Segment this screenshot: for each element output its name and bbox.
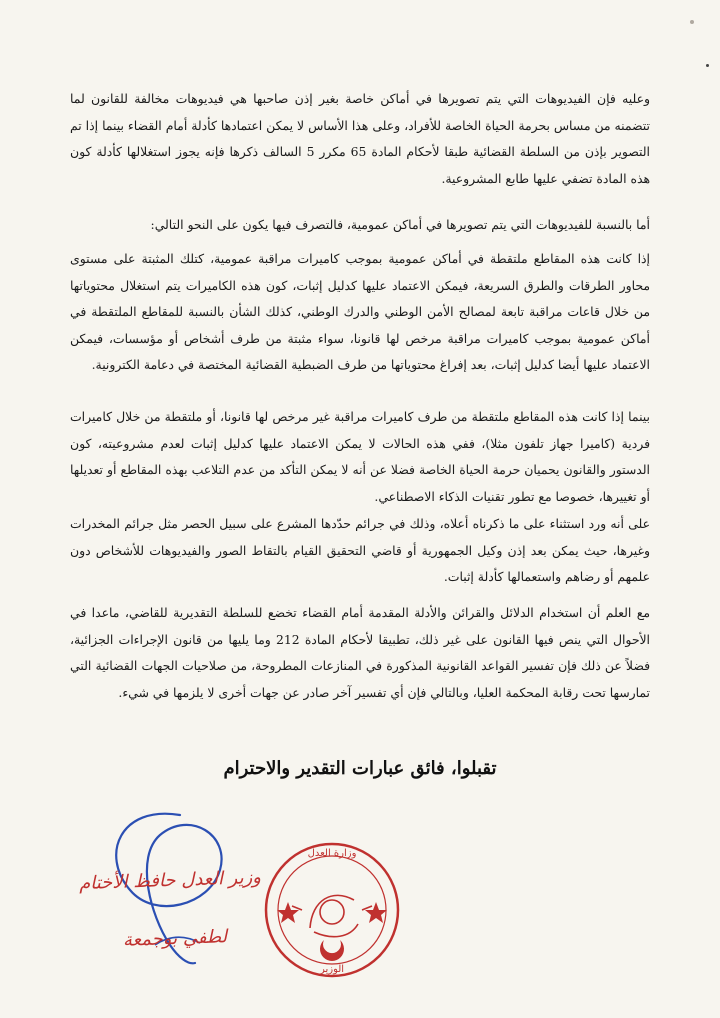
paragraph-unlicensed-cameras [70,404,650,510]
paragraph-judicial-discretion [70,600,650,706]
closing-salutation: تقبلوا، فائق عبارات التقدير والاحترام [223,758,497,779]
paragraph-private-videos [70,86,650,192]
paragraph-public-intro [70,212,650,239]
star-icon [277,902,299,923]
signature-title: وزير العدل حافظ الأختام [78,866,262,895]
paper-speck [706,64,709,67]
seal-emblem [292,895,372,936]
signature-name: لطفي بوجمعة [122,926,228,951]
paragraph-text: أما بالنسبة للفيديوهات التي يتم تصويرها في أماكن عمومية، فالتصرف فيها يكون على النحو التالي: [150,217,650,232]
paragraph-text: مع العلم أن استخدام الدلائل والقرائن والأدلة المقدمة أمام القضاء تخضع للسلطة التقديرية للقاضي، ماعدا في الأحوال التي ينص فيها القانون على غير ذلك، تطبيقا لأحكام المادة 212 وما يليها من قانون الإجراءات الجزائية، فضلاً عن ذلك فإن تفسير القواعد القانونية المذكورة في المنازعات المطروحة، من صلاحيات الجهات القضائية التي تمارسها تحت رقابة المحكمة العليا، وبالتالي فإن أي تفسير آخر صادر عن جهات أخرى لا يلزمها في شيء. [70,605,650,700]
paragraph-text: بينما إذا كانت هذه المقاطع ملتقطة من طرف كاميرات مراقبة غير مرخص لها قانونا، أو ملتقطة من خلال كاميرات فردية (كاميرا جهاز تلفون مثلا)، ففي هذه الحالات لا يمكن الاعتماد عليها كدليل إثبات لعدم مشروعيته، كون الدستور والقانون يحميان حرمة الحياة الخاصة فضلا عن أنه لا يمكن التأكد من عدم التلاعب بهذه المقاطع أو تعديلها أو تغييرها، خصوصا مع تطور تقنيات الذكاء الاصطناعي. [70,409,650,504]
official-seal [262,840,402,980]
star-icon [365,902,387,923]
seal-bottom-text: الوزير [319,964,345,975]
paragraph-exception [70,511,650,591]
crescent-icon [320,940,344,961]
seal-top-text: وزارة العدل [307,848,357,859]
paper-speck [690,20,694,24]
paragraph-public-cameras [70,246,650,379]
paragraph-text: إذا كانت هذه المقاطع ملتقطة في أماكن عمومية بموجب كاميرات مراقبة عمومية، كتلك المثبتة على مستوى محاور الطرقات والطرق السريعة، فيمكن الاعتماد عليها كدليل إثبات، كون هذه الكاميرات يتم استغلال محتوياتها من خلال قاعات مراقبة تابعة لمصالح الأمن الوطني والدرك الوطني، كذلك الشأن بالنسبة للمقاطع الملتقطة في أماكن عمومية بموجب كاميرات مراقبة مرخص لها قانونا، سواء مثبتة من طرف أشخاص أو مؤسسات، فيمكن الاعتماد عليها أيضا كدليل إثبات، بعد إفراغ محتوياتها من طرف الضبطية القضائية المختصة في دعامة الكترونية. [70,251,650,372]
paragraph-text: على أنه ورد استثناء على ما ذكرناه أعلاه، وذلك في جرائم حدّدها المشرع على سبيل الحصر مثل جرائم المخدرات وغيرها، حيث يمكن بعد إذن وكيل الجمهورية أو قاضي التحقيق القيام بالتقاط الصور والفيديوهات للأشخاص دون علمهم أو رضاهم واستعمالها كأدلة إثبات. [70,516,650,584]
paragraph-text: وعليه فإن الفيديوهات التي يتم تصويرها في أماكن خاصة بغير إذن صاحبها هي فيديوهات مخالفة للقانون لما تتضمنه من مساس بحرمة الحياة الخاصة للأفراد، وعلى هذا الأساس لا يمكن اعتمادها كأدلة أمام القضاء بينما إذا تم التصوير بإذن من السلطة القضائية طبقا لأحكام المادة 65 مكرر 5 السالف ذكرها فإنه يجوز استغلالها كأدلة كون هذه المادة تضفي عليها طابع المشروعية. [70,91,650,186]
